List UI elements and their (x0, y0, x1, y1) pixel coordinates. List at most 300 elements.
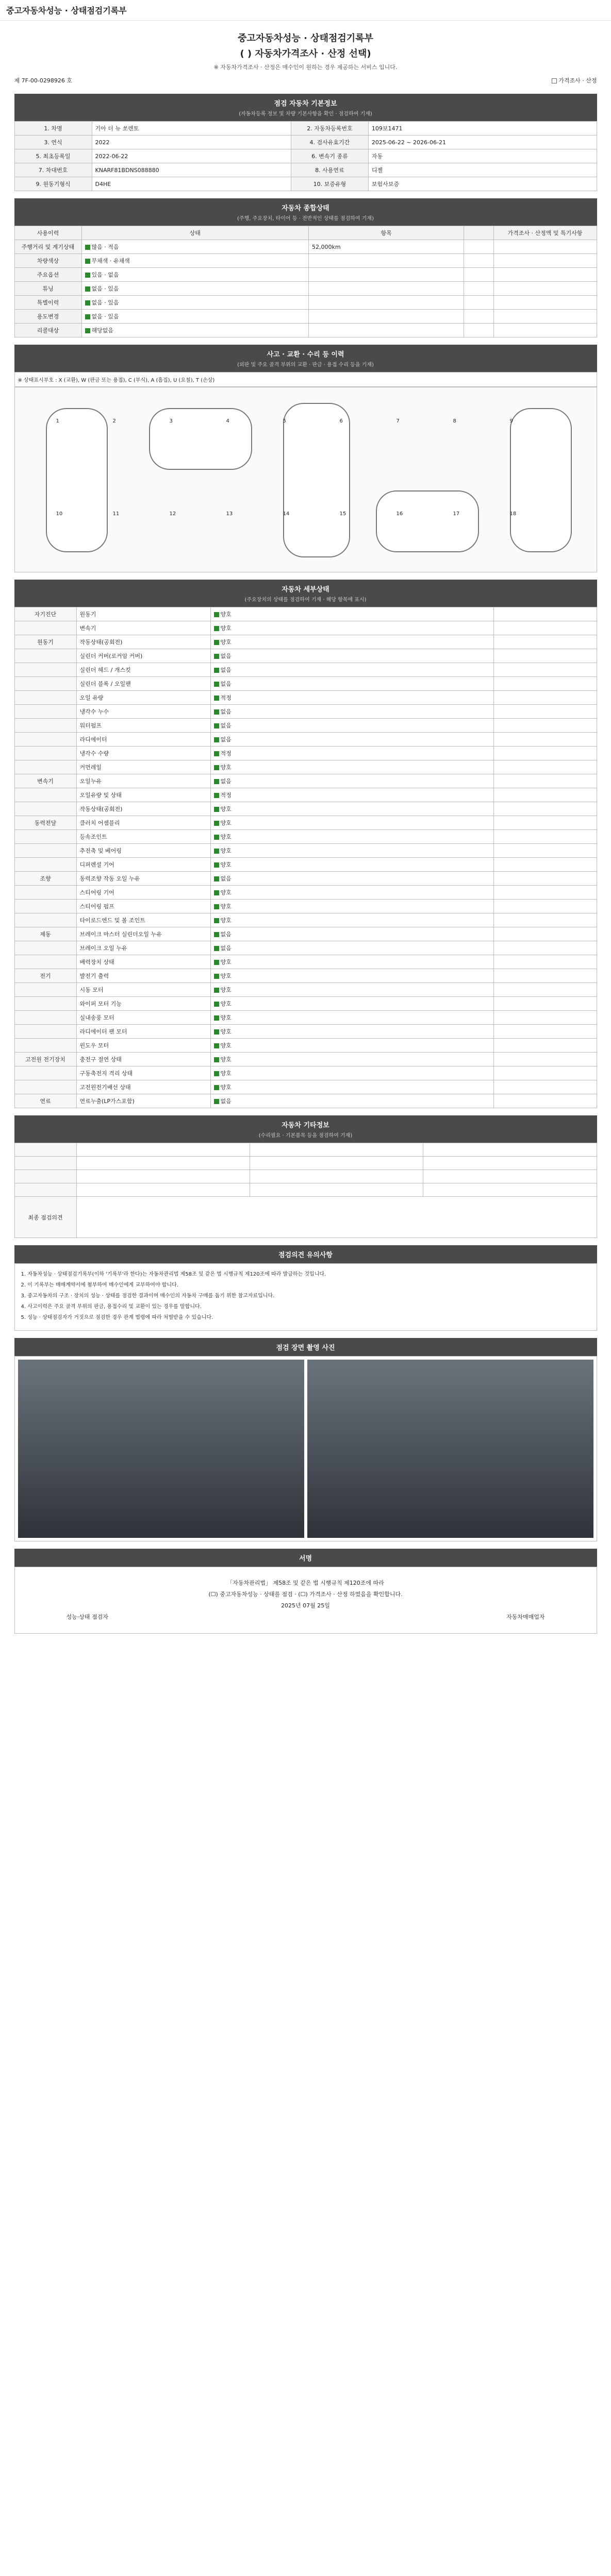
detail-row (14, 733, 597, 747)
detail-value[interactable]: 없음 (210, 774, 493, 788)
detail-note (493, 635, 597, 649)
detail-row (14, 691, 597, 705)
status-price-note (493, 254, 597, 268)
detail-note (493, 955, 597, 969)
detail-item: 시동 모터 (76, 983, 210, 997)
detail-value[interactable]: 양호 (210, 1025, 493, 1039)
detail-note (493, 760, 597, 774)
status-price-note (493, 240, 597, 254)
overall-status-table (14, 226, 597, 337)
title-line-3: ※ 자동차가격조사 · 산정은 매수인이 원하는 경우 제공하는 서비스 입니다. (213, 64, 398, 71)
checkbox-icon (214, 765, 219, 770)
checkbox-icon (214, 779, 219, 784)
detail-note (493, 1094, 597, 1108)
checkbox-icon (214, 946, 219, 951)
detail-value[interactable]: 양호 (210, 955, 493, 969)
detail-item: 원동기 (76, 607, 210, 621)
checkbox-icon (214, 918, 219, 923)
status-key: 주행거리 및 계기상태 (14, 240, 81, 254)
detail-group: 고전원 전기장치 (14, 1053, 76, 1066)
detail-item: 추진축 및 베어링 (76, 844, 210, 858)
checkbox-icon (214, 696, 219, 701)
page (0, 21, 611, 2576)
basic-value: 기아 더 뉴 쏘렌토 (92, 122, 291, 135)
detail-row (14, 1011, 597, 1025)
detail-note (493, 913, 597, 927)
detail-value[interactable]: 없음 (210, 1094, 493, 1108)
detail-note (493, 788, 597, 802)
detail-note (493, 816, 597, 830)
detail-group (14, 955, 76, 969)
diagram-label: 9 (509, 418, 513, 424)
detail-row (14, 997, 597, 1011)
status-row (14, 310, 597, 324)
checkbox-icon (85, 328, 90, 333)
detail-group (14, 941, 76, 955)
detail-item: 클러치 어셈블리 (76, 816, 210, 830)
status-col-header: 상태 (81, 226, 309, 240)
status-extra (464, 240, 493, 254)
detail-value[interactable]: 양호 (210, 1011, 493, 1025)
detail-note (493, 941, 597, 955)
diagram-label: 17 (453, 511, 460, 517)
diagram-label: 12 (169, 511, 176, 517)
status-row (14, 296, 597, 310)
detail-value[interactable]: 양호 (210, 858, 493, 872)
signature-block (14, 1567, 597, 1634)
detail-value[interactable]: 양호 (210, 1039, 493, 1053)
checkbox-icon (214, 974, 219, 979)
basic-value: 보험사보증 (368, 177, 597, 191)
detail-item: 배력장치 상태 (76, 955, 210, 969)
detail-value[interactable]: 없음 (210, 649, 493, 663)
status-price-note (493, 296, 597, 310)
detail-item: 발전기 출력 (76, 969, 210, 983)
checkbox-icon (214, 654, 219, 659)
detail-row (14, 719, 597, 733)
status-value[interactable]: 무채색 · 유채색 (81, 254, 309, 268)
detail-value[interactable]: 양호 (210, 983, 493, 997)
document-number: 제 7F-00-0298926 호 (14, 77, 72, 84)
status-row (14, 240, 597, 254)
signature-line-2: (☐) 중고자동차성능 · 상태를 점검 · (☐) 가격조사 · 산정 하였음을 확인합니다. (208, 1591, 403, 1598)
checkbox-icon (214, 1002, 219, 1007)
detail-group: 연료 (14, 1094, 76, 1108)
section-notes: 점검의견 유의사항 (14, 1245, 597, 1263)
status-value[interactable]: 없음 · 있음 (81, 282, 309, 296)
diagram-label: 2 (112, 418, 116, 424)
checkbox-icon (85, 259, 90, 264)
detail-value[interactable]: 없음 (210, 872, 493, 886)
title-line-1: 중고자동차성능 · 상태점검기록부 (238, 33, 373, 44)
status-extra (464, 324, 493, 337)
title-line-2: ( ) 자동차가격조사 · 산정 선택) (240, 48, 371, 59)
detail-row (14, 1094, 597, 1108)
detail-row (14, 677, 597, 691)
detail-value[interactable]: 없음 (210, 719, 493, 733)
status-value[interactable]: 없음 · 있음 (81, 310, 309, 324)
checkbox-icon (214, 1071, 219, 1076)
note-line: 1. 자동차성능 · 상태점검기록부(이하 '기록부'라 한다)는 자동차관리법 제58조 및 같은 법 시행규칙 제120조에 따라 발급하는 것입니다. (21, 1272, 326, 1277)
status-key: 주요옵션 (14, 268, 81, 282)
checkbox-icon (214, 862, 219, 868)
detail-row (14, 955, 597, 969)
basic-key: 1. 차명 (14, 122, 92, 135)
checkbox-icon (214, 612, 219, 617)
detail-item: 작동상태(공회전) (76, 802, 210, 816)
detail-item: 디퍼렌셜 기어 (76, 858, 210, 872)
detail-value[interactable]: 양호 (210, 913, 493, 927)
status-key: 차량색상 (14, 254, 81, 268)
opinion-label: 최종 점검의견 (14, 1197, 76, 1238)
detail-item: 고전원전기배선 상태 (76, 1080, 210, 1094)
detail-value[interactable]: 양호 (210, 969, 493, 983)
detail-group (14, 747, 76, 760)
checkbox-icon (85, 300, 90, 306)
detail-value[interactable]: 양호 (210, 844, 493, 858)
detail-group: 동력전달 (14, 816, 76, 830)
car-side-left (46, 408, 108, 552)
status-col-header: 가격조사 · 산정액 및 특기사항 (493, 226, 597, 240)
detail-item: 워터펌프 (76, 719, 210, 733)
basic-row (14, 122, 597, 135)
status-extra (464, 254, 493, 268)
detail-row (14, 830, 597, 844)
detail-row (14, 774, 597, 788)
detail-group (14, 900, 76, 913)
detail-item: 오일유량 및 상태 (76, 788, 210, 802)
detail-group (14, 1025, 76, 1039)
section-detail-status: 자동차 세부상태 (주요장치의 상태를 점검하여 기재 · 해당 항목에 표시) (14, 580, 597, 607)
checkbox-icon (214, 1085, 219, 1090)
detail-row (14, 1080, 597, 1094)
detail-value[interactable]: 적정 (210, 747, 493, 760)
detail-group (14, 1011, 76, 1025)
status-value[interactable]: 많음 · 적음 (81, 240, 309, 254)
status-item (309, 310, 464, 324)
photo-rear (307, 1360, 593, 1538)
detail-group (14, 858, 76, 872)
basic-key: 9. 원동기형식 (14, 177, 92, 191)
status-key: 리콜대상 (14, 324, 81, 337)
notes-block (14, 1263, 597, 1331)
detail-row (14, 816, 597, 830)
detail-group (14, 677, 76, 691)
detail-group (14, 913, 76, 927)
section-accident-history: 사고 · 교환 · 수리 등 이력 (외판 및 주요 골격 부위의 교환 · 판금 · 용접 수리 등을 기재) (14, 345, 597, 372)
top-bar-title: 중고자동차성능 · 상태점검기록부 (6, 6, 127, 15)
status-col-header: 항목 (309, 226, 464, 240)
status-row (14, 324, 597, 337)
detail-note (493, 1080, 597, 1094)
checkbox-icon (214, 835, 219, 840)
detail-item: 윈도우 모터 (76, 1039, 210, 1053)
detail-note (493, 969, 597, 983)
inspector-label: 성능·상태 점검자 (66, 1614, 108, 1620)
diagram-label: 13 (226, 511, 233, 517)
basic-value: 109보1471 (368, 122, 597, 135)
status-price-note (493, 324, 597, 337)
diagram-label: 14 (283, 511, 290, 517)
detail-value[interactable]: 양호 (210, 635, 493, 649)
detail-group (14, 621, 76, 635)
status-price-note (493, 282, 597, 296)
status-value[interactable]: 있음 · 없음 (81, 268, 309, 282)
detail-group: 자기진단 (14, 607, 76, 621)
checkbox-icon (214, 668, 219, 673)
detail-group (14, 1080, 76, 1094)
detail-value[interactable]: 양호 (210, 760, 493, 774)
basic-key: 6. 변속기 종류 (291, 149, 368, 163)
detail-group (14, 760, 76, 774)
detail-group (14, 844, 76, 858)
basic-value: KNARF81BDNS088880 (92, 163, 291, 177)
detail-value[interactable]: 양호 (210, 621, 493, 635)
basic-key: 3. 연식 (14, 135, 92, 149)
basic-key: 4. 검사유효기간 (291, 135, 368, 149)
detail-item: 동력조향 작동 오일 누유 (76, 872, 210, 886)
detail-note (493, 774, 597, 788)
diagram-label: 16 (396, 511, 403, 517)
car-rear (376, 490, 479, 552)
detail-value[interactable]: 적정 (210, 691, 493, 705)
detail-row (14, 1066, 597, 1080)
checkbox-icon (214, 1099, 219, 1104)
detail-note (493, 705, 597, 719)
checkbox-icon (214, 1043, 219, 1048)
basic-key: 7. 차대번호 (14, 163, 92, 177)
detail-value[interactable]: 없음 (210, 941, 493, 955)
status-extra (464, 296, 493, 310)
status-item (309, 282, 464, 296)
detail-item: 오일누유 (76, 774, 210, 788)
document (14, 21, 597, 1634)
detail-row (14, 663, 597, 677)
basic-row (14, 149, 597, 163)
detail-group (14, 663, 76, 677)
diagram-label: 15 (339, 511, 346, 517)
detail-item: 오일 유량 (76, 691, 210, 705)
basic-row (14, 135, 597, 149)
detail-value[interactable]: 없음 (210, 705, 493, 719)
detail-group: 원동기 (14, 635, 76, 649)
detail-note (493, 844, 597, 858)
checkbox-icon (214, 890, 219, 895)
detail-note (493, 802, 597, 816)
seller-label: 자동차매매업자 (506, 1614, 545, 1620)
basic-value: 2022 (92, 135, 291, 149)
detail-value[interactable]: 양호 (210, 900, 493, 913)
checkbox-icon (214, 988, 219, 993)
detail-note (493, 886, 597, 900)
checkbox-icon (85, 314, 90, 319)
photo-block (14, 1356, 597, 1541)
detail-item: 브레이크 오일 누유 (76, 941, 210, 955)
section-signature: 서명 (14, 1549, 597, 1567)
checkbox-icon (214, 640, 219, 645)
status-price-note (493, 268, 597, 282)
detail-value[interactable]: 없음 (210, 677, 493, 691)
detail-note (493, 1039, 597, 1053)
detail-note (493, 649, 597, 663)
detail-item: 스티어링 기어 (76, 886, 210, 900)
detail-row (14, 1039, 597, 1053)
status-row (14, 268, 597, 282)
status-extra (464, 310, 493, 324)
detail-value[interactable]: 양호 (210, 802, 493, 816)
detail-note (493, 900, 597, 913)
status-value[interactable]: 없음 · 있음 (81, 296, 309, 310)
detail-group (14, 1066, 76, 1080)
detail-group (14, 830, 76, 844)
checkbox-icon (552, 78, 557, 83)
detail-row (14, 802, 597, 816)
detail-note (493, 1025, 597, 1039)
detail-value[interactable]: 양호 (210, 1066, 493, 1080)
detail-item: 냉각수 누수 (76, 705, 210, 719)
section-overall-status: 자동차 종합상태 (주행, 주요장치, 타이어 등 · 전반적인 상태를 점검하여 기재) (14, 198, 597, 226)
basic-value: 자동 (368, 149, 597, 163)
photo-front (18, 1360, 304, 1538)
note-line: 3. 중고자동차의 구조 · 장치의 성능 · 상태를 점검한 결과이며 매수인의 자동차 구매를 돕기 위한 참고자료입니다. (21, 1293, 275, 1299)
detail-note (493, 747, 597, 760)
detail-note (493, 1053, 597, 1066)
detail-note (493, 733, 597, 747)
price-option[interactable]: 가격조사 · 산정 (552, 76, 597, 84)
checkbox-icon (214, 1029, 219, 1035)
detail-item: 작동상태(공회전) (76, 635, 210, 649)
detail-status-table (14, 607, 597, 1108)
detail-note (493, 858, 597, 872)
detail-group (14, 983, 76, 997)
checkbox-icon (214, 682, 219, 687)
checkbox-icon (214, 960, 219, 965)
status-price-note (493, 310, 597, 324)
status-item: 52,000km (309, 240, 464, 254)
section-extra-info: 자동차 기타정보 (수리필요 · 기본품목 등을 점검하여 기재) (14, 1115, 597, 1143)
detail-group (14, 691, 76, 705)
status-extra (464, 282, 493, 296)
detail-item: 구동축전지 격리 상태 (76, 1066, 210, 1080)
detail-value[interactable]: 양호 (210, 607, 493, 621)
note-line: 2. 이 기록부는 매매계약서에 첨부하여 매수인에게 교부하여야 합니다. (21, 1282, 178, 1288)
detail-row (14, 705, 597, 719)
detail-value[interactable]: 양호 (210, 816, 493, 830)
detail-row (14, 760, 597, 774)
extra-info-table (14, 1143, 597, 1238)
status-key: 용도변경 (14, 310, 81, 324)
diagram-label: 3 (169, 418, 173, 424)
status-value[interactable]: 해당없음 (81, 324, 309, 337)
detail-note (493, 691, 597, 705)
checkbox-icon (214, 1015, 219, 1021)
detail-note (493, 663, 597, 677)
accident-legend: ※ 상태표시부호 : X (교환), W (판금 또는 용접), C (부식), A (흠집), U (요철), T (손상) (14, 372, 597, 387)
diagram-label: 11 (112, 511, 120, 517)
detail-value[interactable]: 양호 (210, 830, 493, 844)
detail-group (14, 649, 76, 663)
status-item (309, 296, 464, 310)
detail-item: 라디에이터 (76, 733, 210, 747)
detail-value[interactable]: 양호 (210, 886, 493, 900)
detail-item: 와이퍼 모터 기능 (76, 997, 210, 1011)
diagram-label: 6 (339, 418, 343, 424)
meta-row (14, 74, 597, 87)
car-diagram (14, 387, 597, 572)
detail-value[interactable]: 없음 (210, 927, 493, 941)
detail-row (14, 858, 597, 872)
diagram-label: 18 (509, 511, 517, 517)
detail-group (14, 886, 76, 900)
car-front (149, 408, 252, 470)
diagram-label: 4 (226, 418, 229, 424)
diagram-label: 10 (56, 511, 63, 517)
detail-item: 실린더 헤드 / 개스킷 (76, 663, 210, 677)
diagram-label: 8 (453, 418, 456, 424)
status-row (14, 282, 597, 296)
detail-item: 스티어링 펌프 (76, 900, 210, 913)
diagram-label: 1 (56, 418, 59, 424)
detail-value[interactable]: 없음 (210, 663, 493, 677)
basic-value: 2025-06-22 ~ 2026-06-21 (368, 135, 597, 149)
basic-value: 디젤 (368, 163, 597, 177)
checkbox-icon (214, 932, 219, 937)
status-col-header (464, 226, 493, 240)
car-side-right (510, 408, 572, 552)
detail-value[interactable]: 양호 (210, 1053, 493, 1066)
basic-key: 2. 자동차등록번호 (291, 122, 368, 135)
detail-group (14, 1039, 76, 1053)
checkbox-icon (214, 876, 219, 882)
detail-row (14, 1053, 597, 1066)
detail-group: 변속기 (14, 774, 76, 788)
status-item (309, 324, 464, 337)
detail-group (14, 802, 76, 816)
status-extra (464, 268, 493, 282)
detail-item: 실린더 커버(로커암 커버) (76, 649, 210, 663)
detail-group (14, 788, 76, 802)
detail-row (14, 872, 597, 886)
detail-note (493, 1066, 597, 1080)
basic-key: 10. 보증유형 (291, 177, 368, 191)
detail-note (493, 983, 597, 997)
status-key: 튜닝 (14, 282, 81, 296)
detail-value[interactable]: 양호 (210, 997, 493, 1011)
note-line: 5. 성능 · 상태점검자가 거짓으로 점검한 경우 관계 법령에 따라 처벌받을 수 있습니다. (21, 1315, 213, 1320)
section-basic-info: 점검 자동차 기본정보 (자동차등록 정보 및 차량 기본사항을 확인 · 점검하여 기재) (14, 94, 597, 121)
signature-line-1: 「자동차관리법」 제58조 및 같은 법 시행규칙 제120조에 따라 (227, 1580, 384, 1586)
detail-note (493, 927, 597, 941)
detail-item: 실내송풍 모터 (76, 1011, 210, 1025)
basic-info-table (14, 121, 597, 191)
detail-value[interactable]: 없음 (210, 733, 493, 747)
detail-value[interactable]: 적정 (210, 788, 493, 802)
document-title (14, 31, 597, 71)
checkbox-icon (85, 286, 90, 292)
detail-note (493, 1011, 597, 1025)
detail-value[interactable]: 양호 (210, 1080, 493, 1094)
detail-row (14, 983, 597, 997)
checkbox-icon (214, 849, 219, 854)
top-bar (0, 0, 611, 21)
detail-group: 조향 (14, 872, 76, 886)
detail-note (493, 607, 597, 621)
detail-item: 변속기 (76, 621, 210, 635)
status-key: 특별이력 (14, 296, 81, 310)
detail-row (14, 886, 597, 900)
status-item (309, 254, 464, 268)
status-item (309, 268, 464, 282)
